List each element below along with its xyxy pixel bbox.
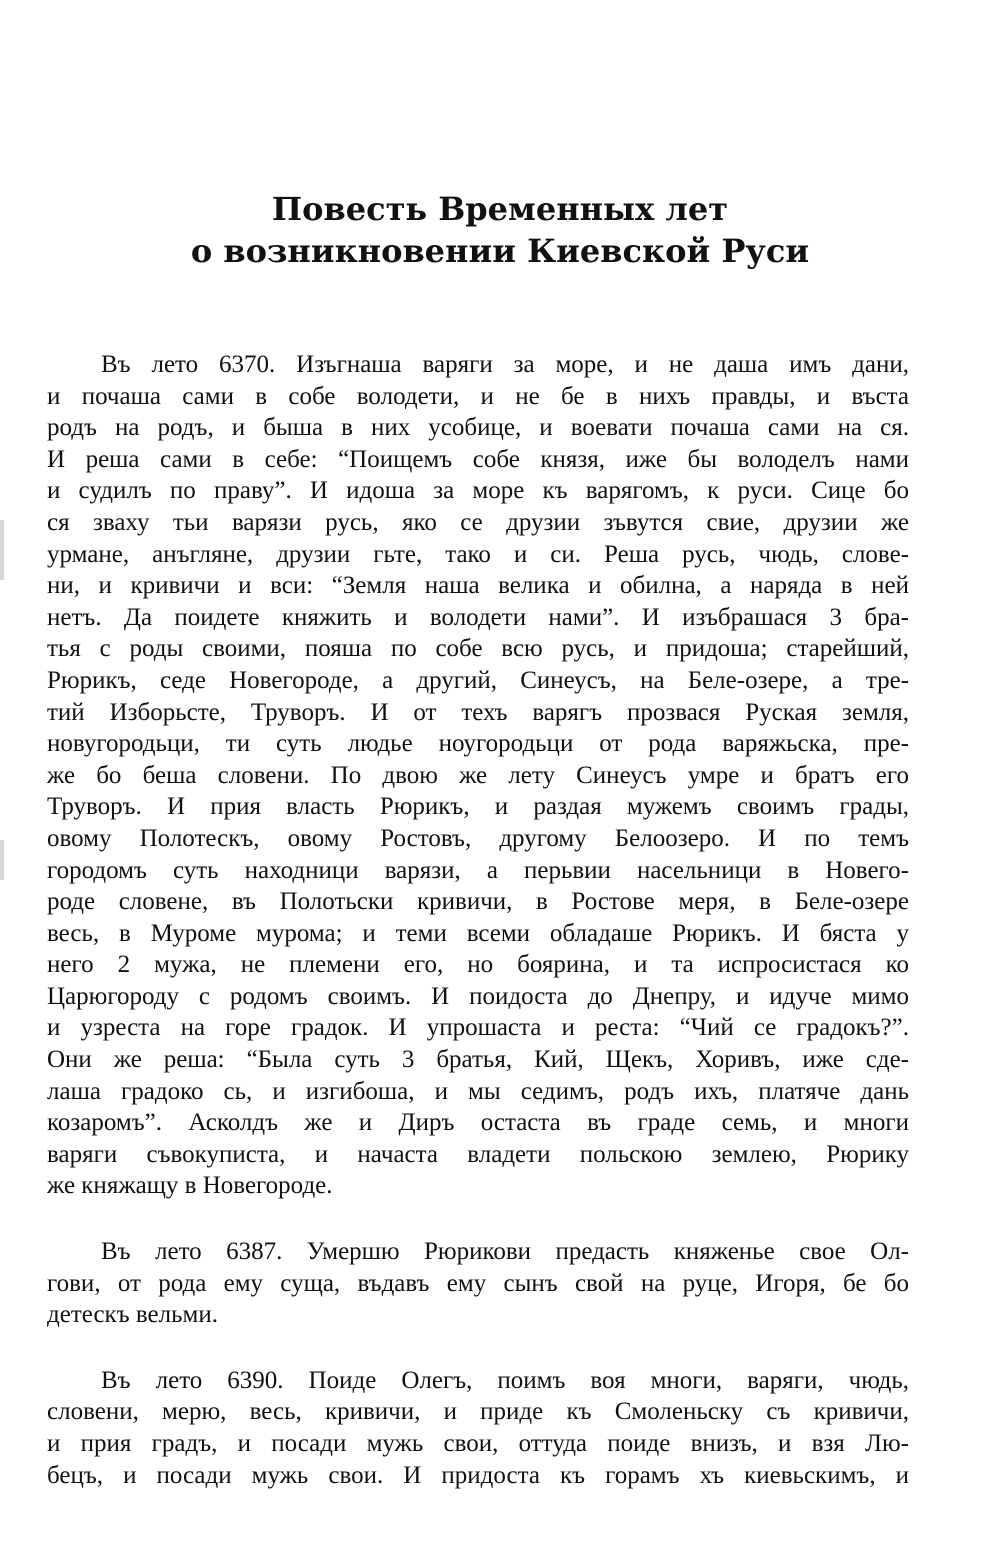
paragraph-6387	[47, 1236, 909, 1331]
text-line: и судилъ по праву”. И идоша за море къ варягомъ, к руси. Сице бо	[47, 477, 909, 505]
text-line: и узреста на горе градок. И упрошаста и реста: “Чий се градокъ?”.	[47, 1014, 909, 1042]
text-line: Они же реша: “Была суть 3 братья, Кий, Щекъ, Хоривъ, иже сде-	[47, 1046, 909, 1074]
text-line: варяги съвокуписта, и начаста владети польскою землею, Рюрику	[47, 1140, 909, 1168]
text-line: родъ на родъ, и быша в них усобице, и воевати почаша сами на ся.	[47, 414, 909, 442]
text-line: городомъ суть находници варязи, а перьвии насельници в Новего-	[47, 856, 909, 884]
text-line: него 2 мужа, не племени его, но боярина, и та испросистася ко	[47, 951, 909, 979]
text-line: ни, и кривичи и вси: “Земля наша велика и обилна, а наряда в ней	[47, 572, 909, 600]
text-line: Въ лето 6370. Изъгнаша варяги за море, и не даша имъ дани,	[101, 351, 909, 378]
paragraph-6370	[47, 349, 909, 1202]
text-line: гови, от рода ему суща, въдавъ ему сынъ свой на руце, Игоря, бе бо	[47, 1269, 909, 1297]
text-line: новугородьци, ти суть людье ноугородьци от рода варяжьска, пре-	[47, 730, 909, 758]
text-line: же княжащу в Новегороде.	[47, 1172, 333, 1200]
text-line: урмане, анъгляне, друзии гьте, тако и си. Реша русь, чюдь, слове-	[47, 540, 909, 568]
text-line: словени, мерю, весь, кривичи, и приде къ Смоленьску съ кривичи,	[47, 1398, 909, 1426]
paragraph-gap	[47, 1202, 909, 1236]
body-text	[47, 349, 909, 1491]
text-line: Царюгороду с родомъ своимъ. И поидоста до Днепру, и идуче мимо	[47, 982, 909, 1010]
text-line: нетъ. Да поидете княжить и володети нами”. И изъбрашася 3 бра-	[47, 603, 909, 631]
text-line: Рюрикъ, седе Новегороде, а другий, Синеусъ, на Беле-озере, а тре-	[47, 666, 909, 694]
title-line-2: о возникновении Киевской Руси	[190, 232, 810, 270]
text-line: И реша сами в себе: “Поищемъ собе князя, иже бы володелъ нами	[47, 445, 909, 473]
scan-edge-mark	[0, 520, 4, 580]
text-line: и прия градъ, и посади мужь свои, оттуда поиде внизъ, и взя Лю-	[47, 1430, 909, 1457]
text-line: ся зваху тьи варязи русь, яко се друзии зъвутся свие, друзии же	[47, 508, 909, 536]
text-line: роде словене, въ Полотьски кривичи, в Ростове меря, в Беле-озере	[47, 888, 909, 916]
text-line: овому Полотескъ, овому Ростовъ, другому Белоозеро. И по темъ	[47, 824, 909, 852]
text-line: Труворъ. И прия власть Рюрикъ, и раздая мужемъ своимъ грады,	[47, 793, 909, 821]
paragraph-gap	[47, 1331, 909, 1365]
text-line: тий Изборьсте, Труворъ. И от техъ варягъ прозвася Руская земля,	[47, 698, 909, 726]
text-line: же бо беша словени. По двою же лету Синеусъ умре и братъ его	[47, 761, 909, 789]
page-title	[0, 188, 1000, 272]
text-line: детескъ вельми.	[47, 1301, 218, 1329]
text-line: Въ лето 6387. Умершю Рюрикови предасть княженье свое Ол-	[101, 1238, 909, 1266]
title-line-1: Повесть Временных лет	[271, 190, 729, 228]
text-line: Въ лето 6390. Поиде Олегъ, поимъ воя многи, варяги, чюдь,	[101, 1366, 909, 1394]
text-line: козаромъ”. Асколдъ же и Диръ остаста въ граде семь, и многи	[47, 1109, 909, 1137]
paragraph-6390	[47, 1365, 909, 1491]
text-line: весь, в Муроме мурома; и теми всеми обладаше Рюрикъ. И бяста у	[47, 919, 909, 947]
text-line: бецъ, и посади мужь свои. И придоста къ горамъ хъ киевьскимъ, и	[47, 1461, 909, 1489]
text-line: и почаша сами в собе володети, и не бе в нихъ правды, и въста	[47, 382, 909, 410]
text-line: тья с роды своими, пояша по собе всю русь, и придоша; старейший,	[47, 635, 909, 663]
text-line: лаша градоко сь, и изгибоша, и мы седимъ, родъ ихъ, платяче дань	[47, 1077, 909, 1105]
scan-edge-mark	[0, 840, 4, 880]
